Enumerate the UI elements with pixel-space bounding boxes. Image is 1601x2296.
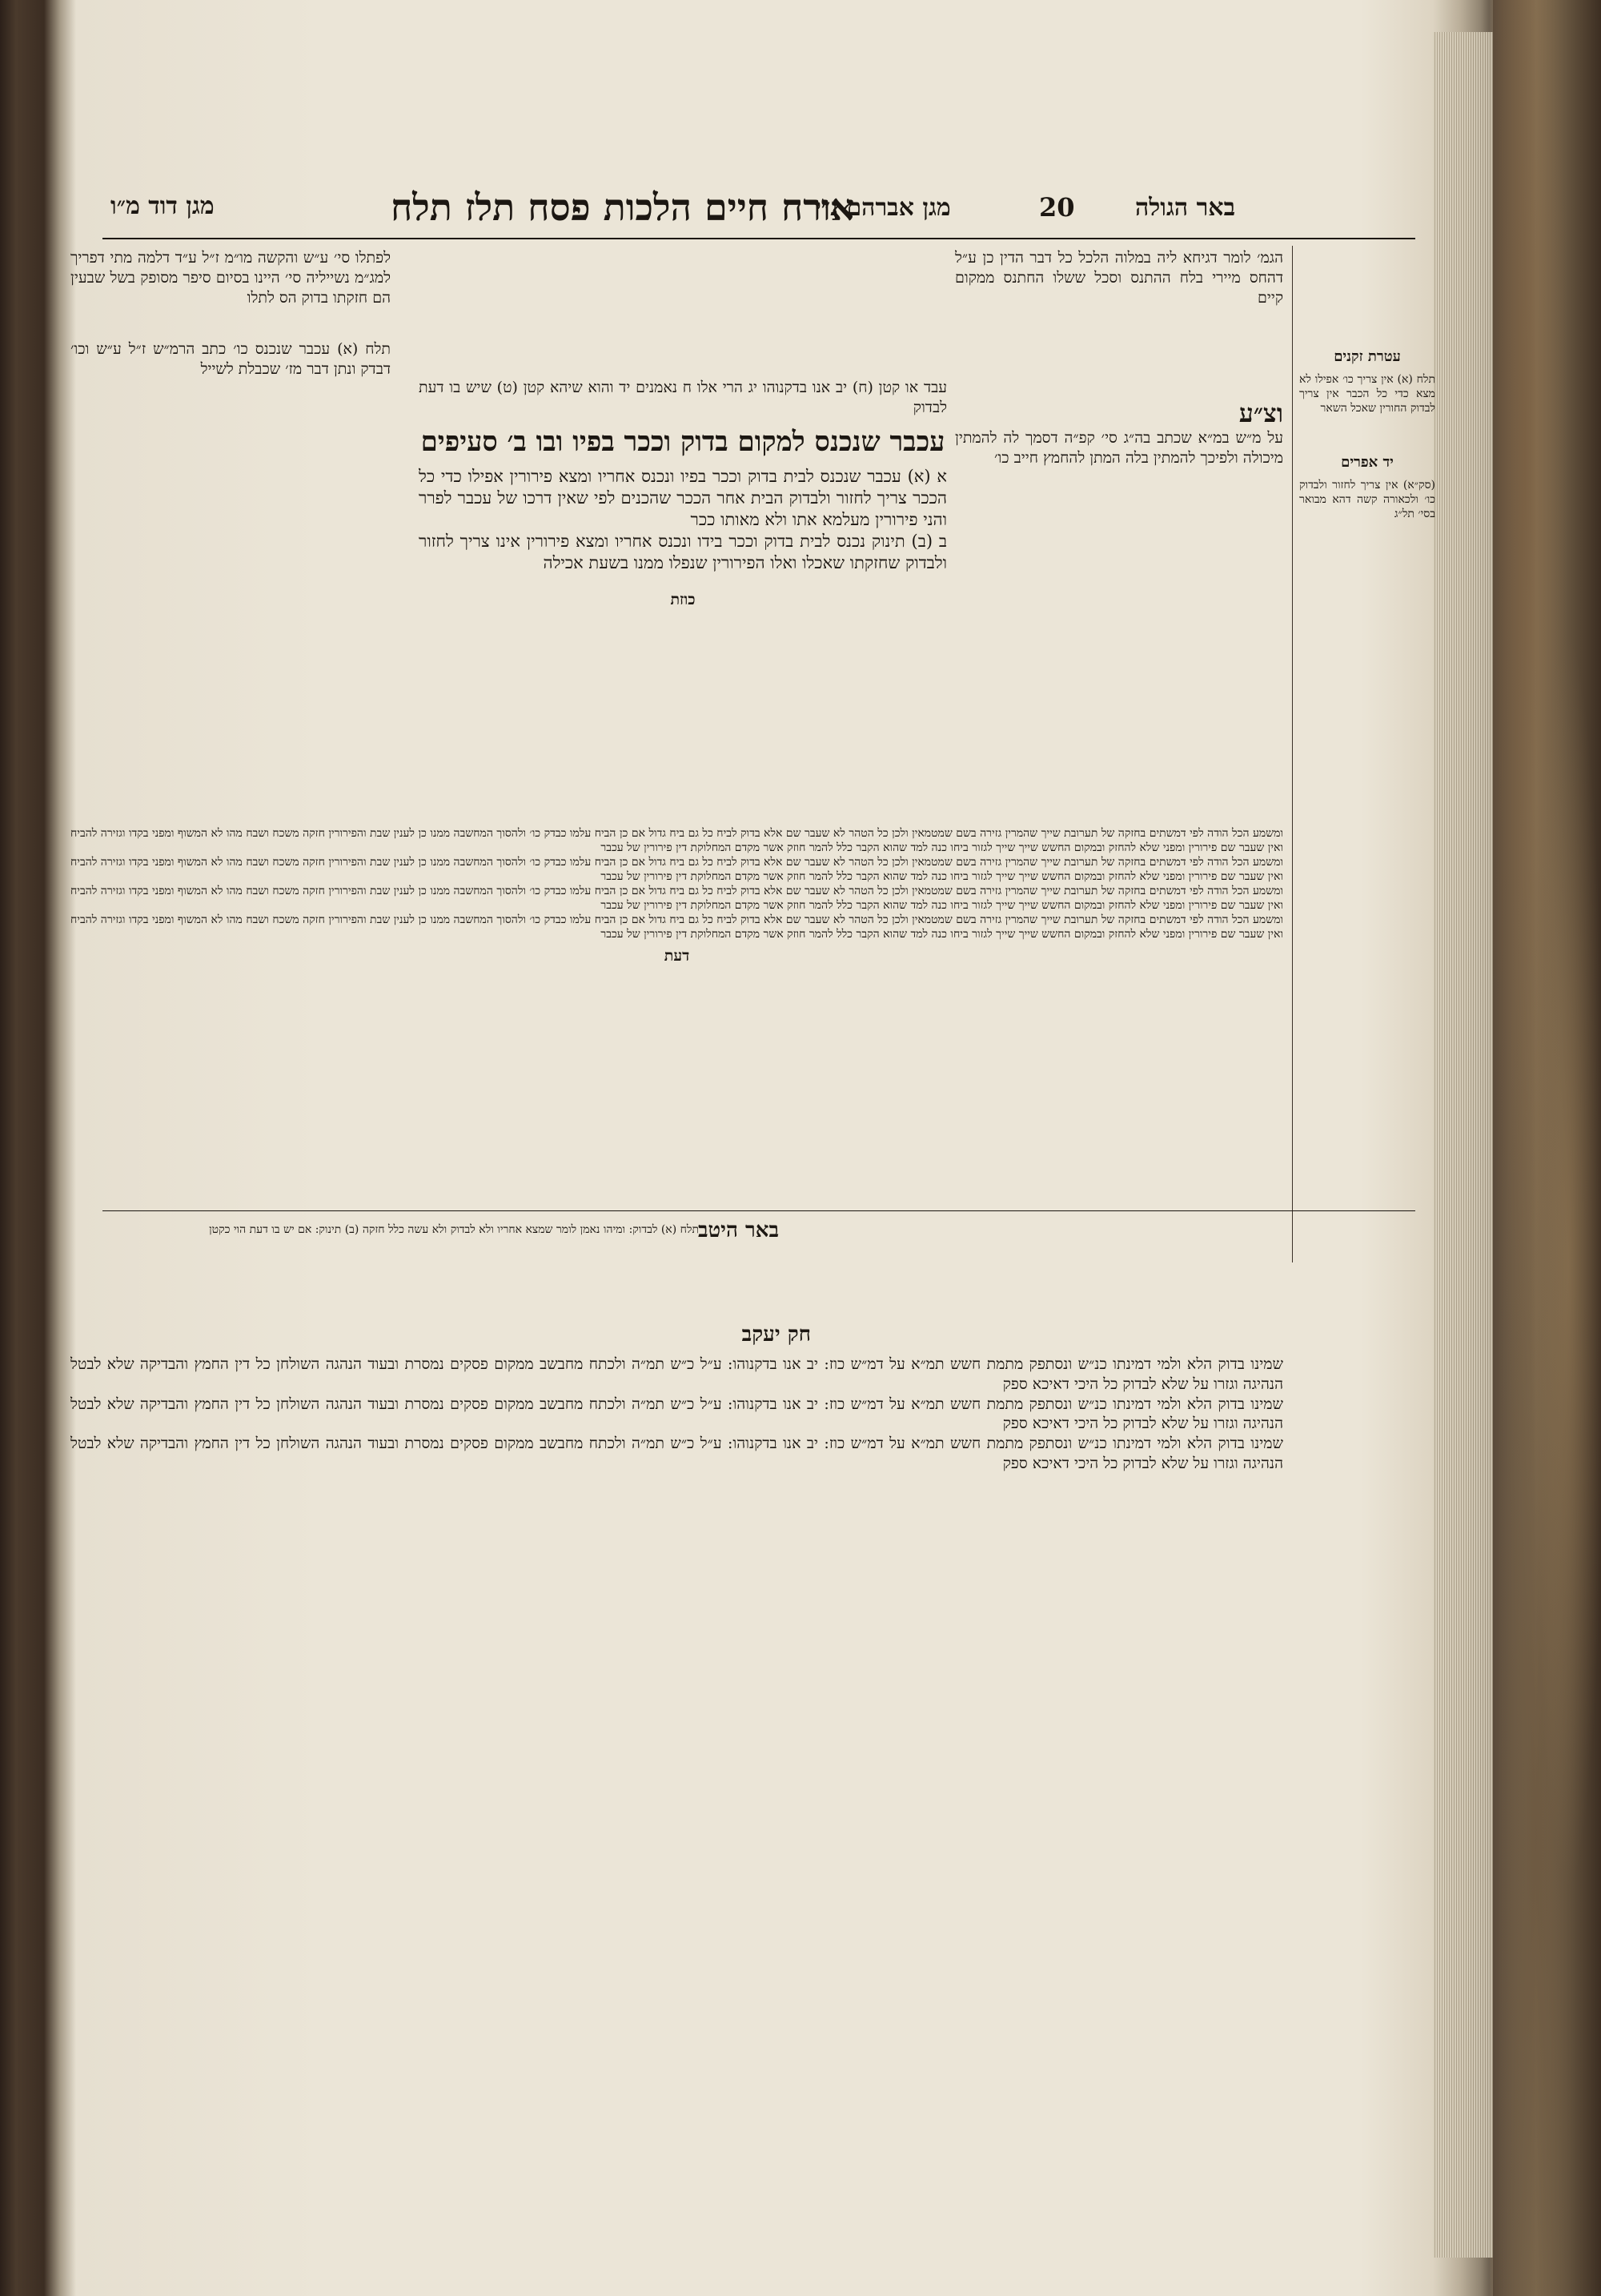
header-magen-avraham: מגן אברהם נ״י bbox=[815, 194, 951, 222]
seif-b: ב (ב) תינוק נכנס לבית בדוק וככר בידו ונכנס אחריו ומצא פירורין אינו צריך לחזור ולבדוק שחזקתו שאכלו ואלו הפירורין שנפלו ממנו בשעת אכילה bbox=[419, 531, 947, 572]
dense-commentary-text-4: ומשמע הכל הודה לפי דמשתים בחזקה של תערובת שייך שהמרין גזירה בשם שמטמאין ולכן כל הטהר לא שעבר שם אלא בדוק לביח כל גם ביח גדול אם כן הביח עלמו כבדק כו׳ ולהסוך המחשבה ממנו כן לענין שבת והפירורין חזקה משכח ושבח מהו לא המשוף ומפני בקדו וגזירה להביח ואין שעבר שם פירורין ומפני שלא להחזק ובמקום החשש שייך שייך לגזור ביחו כנה למד שהוא הקבר כלל להמר חוזק אשר מקדם המחלוקת דין פירורין של עכבר bbox=[70, 913, 1283, 941]
siman-main bbox=[419, 378, 947, 794]
page-number: 20 bbox=[1039, 192, 1075, 223]
magen-david-text: לפתלו סי׳ ע״ש והקשה מו״מ ז״ל ע״ד דלמה מתי דפריך למג״מ נשייליה סי׳ היינו בסיום סיפר מסופק בשל שבעין הם חזקתו בדוק הס לתלו bbox=[70, 249, 391, 307]
magen-avraham-intro: הגמ׳ לומר דגיחא ליה במלוה הלכל כל דבר הדין כן ע״ל דהחס מיירי בלח ההתנס וסכל ששלו החתנס ממקום קיים bbox=[955, 249, 1283, 307]
siman-intro: עבד או קטן (ח) יב אנו בדקנוהו יג הרי אלו ח נאמנים יד והוא שיהא קטן (ט) שיש בו דעת לבדוק bbox=[419, 379, 947, 416]
header-beer-hagolah: באר הגולה bbox=[1135, 194, 1236, 222]
chak-yaakov-text-2: שמינו בדוק הלא ולמי דמינתו כנ״ש ונסתפק מתמת חשש תמ״א על דמ״ש כוז: יב אנו בדקנוהו: ע״ל כ״ש תמ״ה ולכתח מחבשב ממקום פסקים נמסרת ובעוד הנהגה השולחן כל דין החמץ והבדיקה שלא לבטל הנהיגה וגזרו על שלא לבדוק כל היכי דאיכא ספק bbox=[70, 1395, 1283, 1433]
header-magen-david: מגן דוד מ״ו bbox=[110, 192, 215, 220]
seif-a: א (א) עכבר שנכנס לבית בדוק וככר בפיו ונכנס אחריו ומצא פירורין אפילו כדי כל הככר צריך לחזור ולבדוק הבית אחר הככר שהכנים לפי שאין דרכו של עכבר לפרר והני פירורין מעלמא אתו ולא מאותו ככר bbox=[419, 466, 947, 529]
dense-commentary-text-2: ומשמע הכל הודה לפי דמשתים בחזקה של תערובת שייך שהמרין גזירה בשם שמטמאין ולכן כל הטהר לא שעבר שם אלא בדוק לביח כל גם ביח גדול אם כן הביח עלמו כבדק כו׳ ולהסוך המחשבה ממנו כן לענין שבת והפירורין חזקה משכח ושבח מהו לא המשוף ומפני בקדו וגזירה להביח ואין שעבר שם פירורין ומפני שלא להחזק ובמקום החשש שייך שייך לגזור ביחו כנה למד שהוא הקבר כלל להמר חוזק אשר מקדם המחלוקת דין פירורין של עכבר bbox=[70, 856, 1283, 883]
book-spine bbox=[1493, 0, 1601, 2296]
beer-heitev bbox=[70, 1222, 699, 1319]
kevutz-label: כוזת bbox=[670, 590, 696, 608]
chak-yaakov-label: חק יעקב bbox=[741, 1323, 811, 1347]
sidebar bbox=[1299, 246, 1435, 1238]
running-header bbox=[62, 186, 1435, 242]
page-edges bbox=[1433, 32, 1493, 2258]
ends-note: דעת bbox=[664, 947, 690, 965]
beer-heitev-label: באר היטב bbox=[697, 1218, 779, 1242]
lower-rule bbox=[102, 1210, 1415, 1211]
chak-yaakov-text: שמינו בדוק הלא ולמי דמינתו כנ״ש ונסתפק מתמת חשש תמ״א על דמ״ש כוז: יב אנו בדקנוהו: ע״ל כ״ש תמ״ה ולכתח מחבשב ממקום פסקים נמסרת ובעוד הנהגה השולחן כל דין החמץ והבדיקה שלא לבטל הנהיגה וגזרו על שלא לבדוק כל היכי דאיכא ספק bbox=[70, 1355, 1283, 1393]
taz-438-text: תלח (א) עכבר שנכנס כו׳ כתב הרמ״ש ז״ל ע״ש וכו׳ דבדק ונתן דבר מז׳ שכבלת לשייל bbox=[70, 340, 391, 379]
sidebar-heading-ateret: עטרת זקנים bbox=[1334, 348, 1401, 365]
siman-title: עכבר שנכנס למקום בדוק וככר בפיו ובו ב׳ סעיפים bbox=[420, 425, 945, 458]
sidebar-text-yad-efraim: (סק״א) אין צריך לחזור ולבדוק כו׳ ולכאורה קשה דהא מבואר בסי׳ תל״ג bbox=[1299, 479, 1435, 520]
taz-text: על מ״ש במ״א שכתב בה״ג סי׳ קפ״ה דסמך לה להמתין מיכולה ולפיכך להמתין בלה המתן להחמץ חייב כו׳ bbox=[955, 429, 1283, 467]
header-rule bbox=[102, 238, 1415, 239]
chak-yaakov bbox=[70, 1355, 1283, 1683]
dense-commentary-text-3: ומשמע הכל הודה לפי דמשתים בחזקה של תערובת שייך שהמרין גזירה בשם שמטמאין ולכן כל הטהר לא שעבר שם אלא בדוק לביח כל גם ביח גדול אם כן הביח עלמו כבדק כו׳ ולהסוך המחשבה ממנו כן לענין שבת והפירורין חזקה משכח ושבח מהו לא המשוף ומפני בקדו וגזירה להביח ואין שעבר שם פירורין ומפני שלא להחזק ובמקום החשש שייך שייך לגזור ביחו כנה למד שהוא הקבר כלל להמר חוזק אשר מקדם המחלוקת דין פירורין של עכבר bbox=[70, 885, 1283, 912]
beer-heitev-text: תלח (א) לבדוק: ומיהו נאמן לומר שמצא אחריו ולא לבדוק ולא עשה כלל חזקה (ב) תינוק: אם יש בו דעת הוי כקטן bbox=[209, 1223, 699, 1236]
page-title: אורח חיים הלכות פסח תלז תלח bbox=[391, 186, 855, 229]
sidebar-divider bbox=[1292, 246, 1293, 1262]
taz-heading: וצ״ע bbox=[1238, 398, 1283, 429]
dense-commentary-text: ומשמע הכל הודה לפי דמשתים בחזקה של תערובת שייך שהמרין גזירה בשם שמטמאין ולכן כל הטהר לא שעבר שם אלא בדוק לביח כל גם ביח גדול אם כן הביח עלמו כבדק כו׳ ולהסוך המחשבה ממנו כן לענין שבת והפירורין חזקה משכח ושבח מהו לא המשוף ומפני בקדו וגזירה להביח ואין שעבר שם פירורין ומפני שלא להחזק ובמקום החשש שייך שייך לגזור ביחו כנה למד שהוא הקבר כלל להמר חוזק אשר מקדם המחלוקת דין פירורין של עכבר bbox=[70, 827, 1283, 854]
chak-yaakov-text-3: שמינו בדוק הלא ולמי דמינתו כנ״ש ונסתפק מתמת חשש תמ״א על דמ״ש כוז: יב אנו בדקנוהו: ע״ל כ״ש תמ״ה ולכתח מחבשב ממקום פסקים נמסרת ובעוד הנהגה השולחן כל דין החמץ והבדיקה שלא לבטל הנהיגה וגזרו על שלא לבדוק כל היכי דאיכא ספק bbox=[70, 1435, 1283, 1472]
page bbox=[62, 58, 1435, 2267]
magen-david-column bbox=[70, 248, 391, 809]
magen-avraham-column bbox=[955, 248, 1283, 769]
sidebar-text-ateret: תלח (א) אין צריך כו׳ אפילו לא מצא כדי כל הכבר אין צריך לבדוק החורין שאכל השאר bbox=[1299, 373, 1435, 415]
sidebar-heading-yad-efraim: יד אפרים bbox=[1341, 454, 1394, 471]
dense-commentary bbox=[70, 826, 1283, 1202]
